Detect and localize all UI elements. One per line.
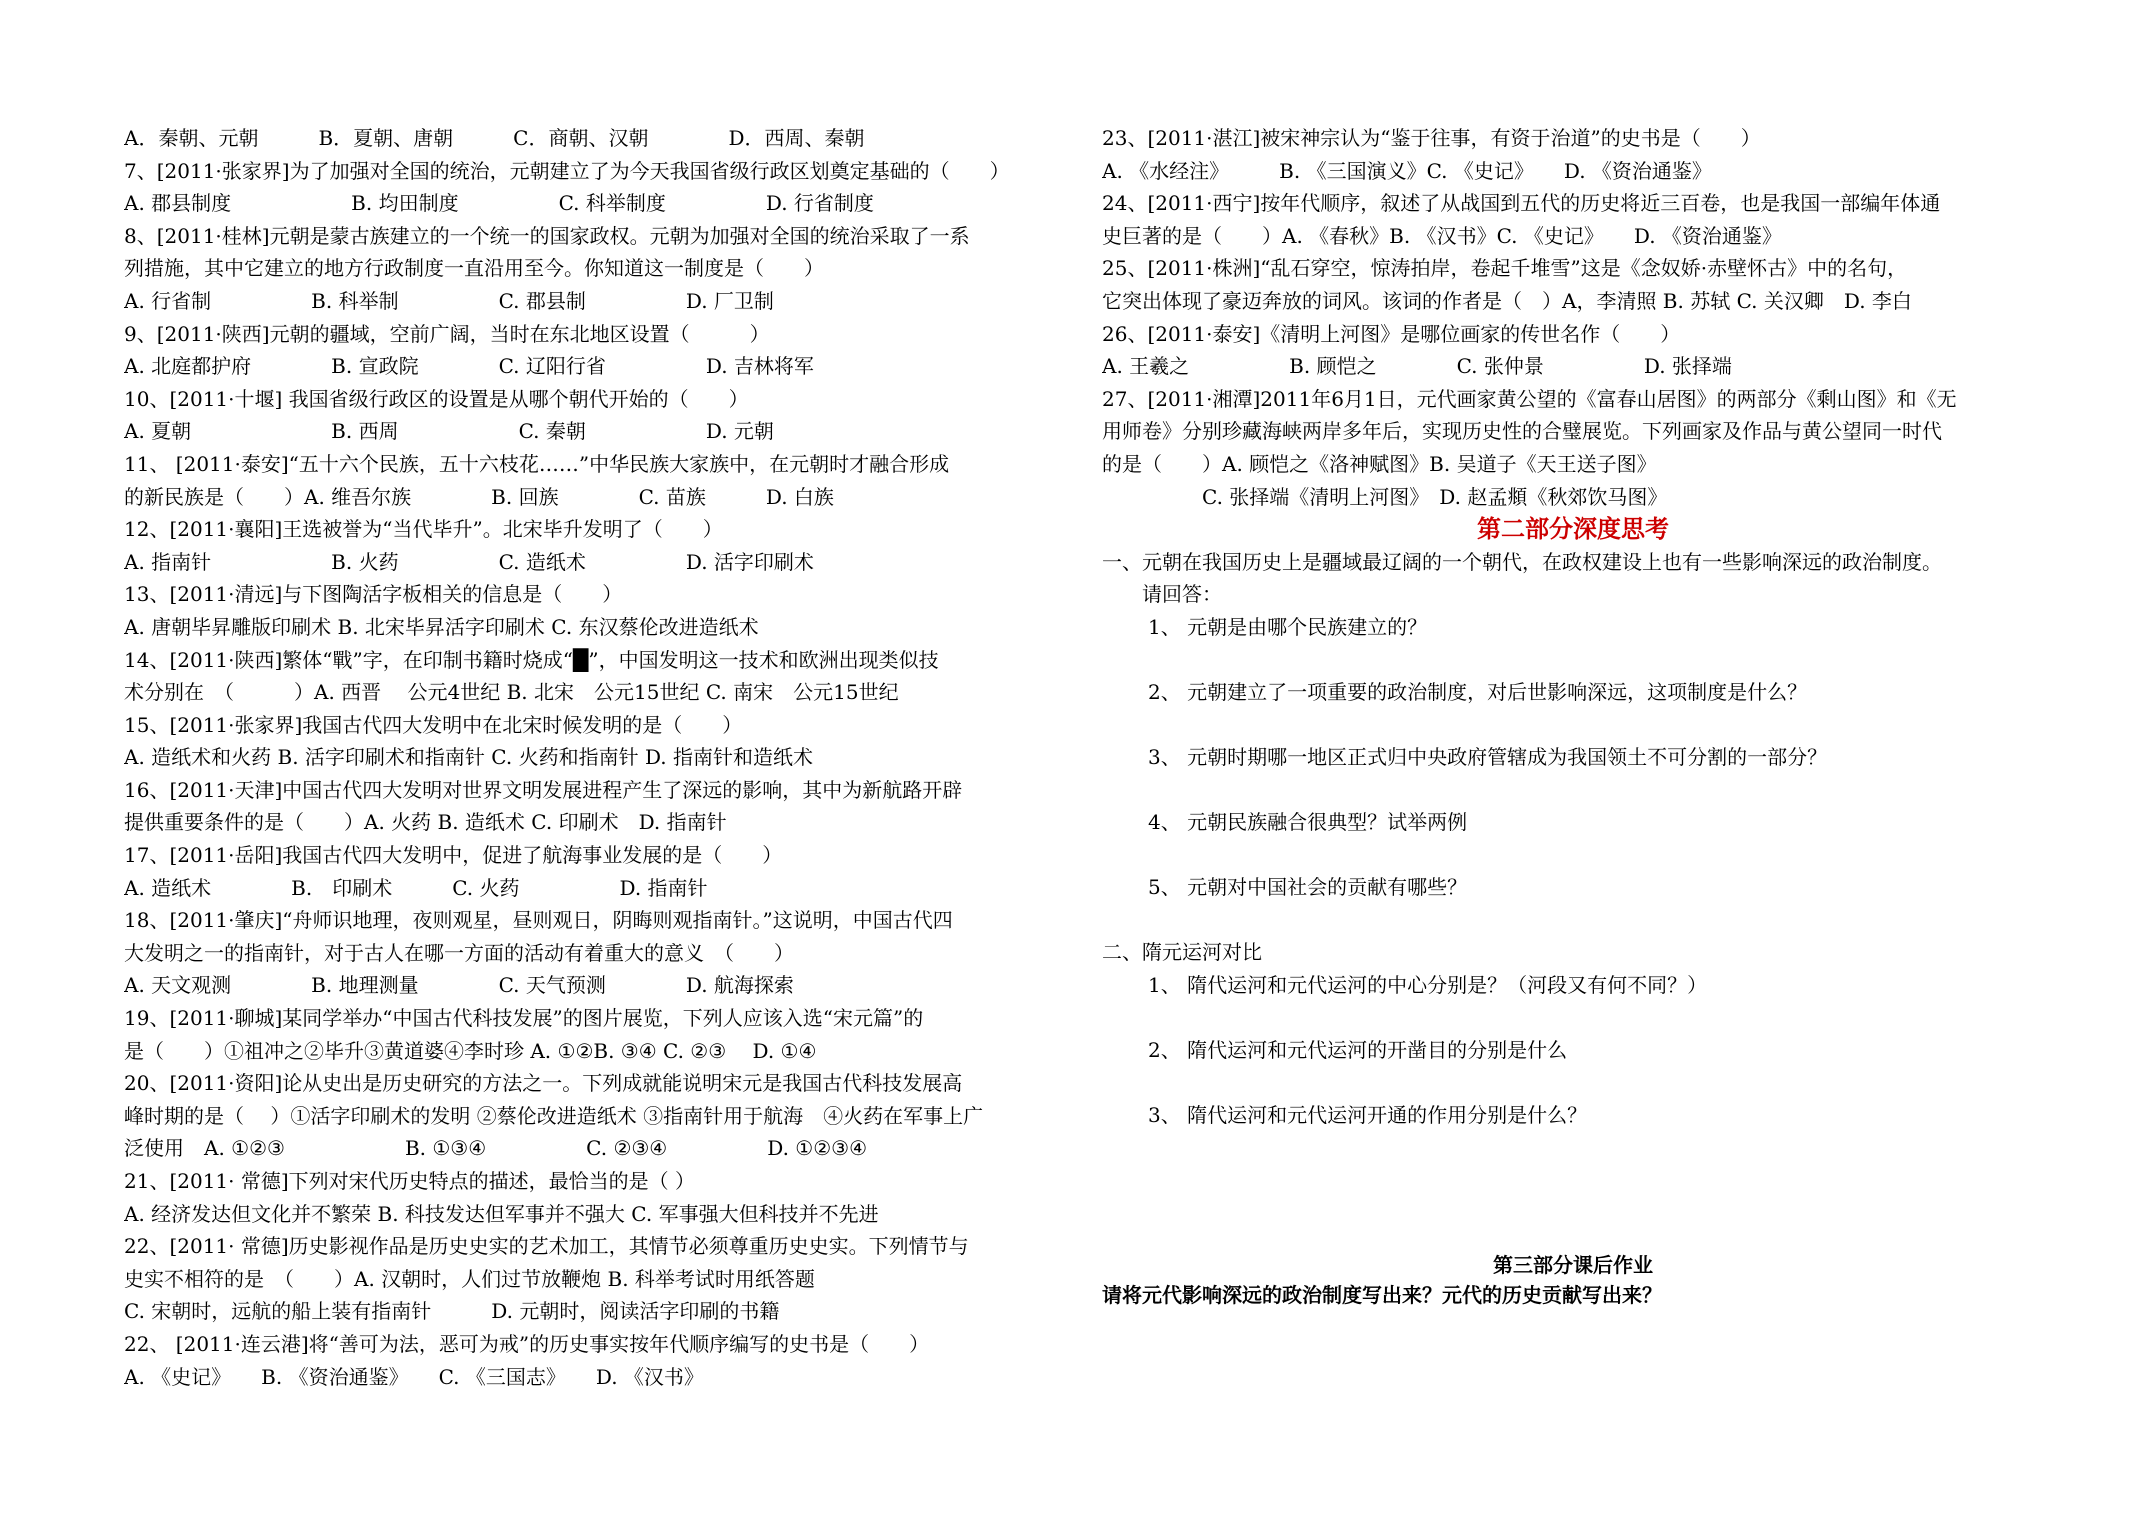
- sub-question: 2、 隋代运河和元代运河的开凿目的分别是什么: [1148, 1037, 1568, 1062]
- question-line: A. 行省制 B. 科举制 C. 郡县制 D. 厂卫制: [124, 288, 774, 313]
- sub-question: 3、 元朝时期哪一地区正式归中央政府管辖成为我国领土不可分割的一部分？: [1148, 744, 1828, 769]
- question-line: 26、[2011·泰安]《清明上河图》是哪位画家的传世名作（ ）: [1102, 321, 1681, 346]
- question-line: A. 造纸术和火药 B. 活字印刷术和指南针 C. 火药和指南针 D. 指南针和造纸术: [124, 745, 813, 770]
- question-line: 提供重要条件的是（ ）A. 火药 B. 造纸术 C. 印刷术 D. 指南针: [124, 810, 727, 835]
- right-column: [1102, 122, 2044, 1310]
- part2-q1-intro: 请回答：: [1102, 582, 1222, 607]
- question-line: 17、[2011·岳阳]我国古代四大发明中，促进了航海事业发展的是（ ）: [124, 843, 783, 868]
- question-line: 泛使用 A. ①②③ B. ①③④ C. ②③④ D. ①②③④: [124, 1136, 867, 1161]
- question-line: C. 张择端《清明上河图》 D. 赵孟頫《秋郊饮马图》: [1102, 484, 1668, 509]
- question-line: 18、[2011·肇庆]“舟师识地理，夜则观星，昼则观日，阴晦则观指南针。”这说明，中国古代四: [124, 908, 953, 933]
- question-line: 术分别在 （ ）A. 西晋 公元4世纪 B. 北宋 公元15世纪 C. 南宋 公元15世纪: [124, 680, 899, 705]
- question-line: 7、[2011·张家界]为了加强对全国的统治，元朝建立了为今天我国省级行政区划奠定基础的（ ）: [124, 158, 1010, 183]
- question-line: 25、[2011·株洲]“乱石穿空，惊涛拍岸，卷起千堆雪”这是《念奴娇·赤壁怀古》中的名句，: [1102, 256, 1908, 281]
- question-line: A．秦朝、元朝 B．夏朝、唐朝 C．商朝、汉朝 D．西周、秦朝: [124, 126, 865, 150]
- question-line: 14、[2011·陕西]繁体“戰”字，在印制书籍时烧成“█”，中国发明这一技术和欧洲出现类似技: [124, 647, 939, 672]
- sub-question: 4、 元朝民族融合很典型？试举两例: [1148, 809, 1468, 834]
- question-line: 22、 [2011·连云港]将“善可为法，恶可为戒”的历史事实按年代顺序编写的史书是（ ）: [124, 1331, 930, 1356]
- question-line: 12、[2011·襄阳]王选被誉为“当代毕升”。北宋毕升发明了（ ）: [124, 517, 723, 542]
- question-line: A. 王羲之 B. 顾恺之 C. 张仲景 D. 张择端: [1102, 354, 1732, 379]
- part3-question: 请将元代影响深远的政治制度写出来？元代的历史贡献写出来？: [1102, 1282, 1662, 1307]
- part3-title: 第三部分课后作业: [1493, 1252, 1653, 1277]
- question-line: A. 郡县制度 B. 均田制度 C. 科举制度 D. 行省制度: [124, 191, 874, 216]
- question-line: 11、 [2011·泰安]“五十六个民族，五十六枝花……”中华民族大家族中，在元朝时才融合形成: [124, 451, 950, 476]
- question-line: 史巨著的是（ ）A. 《春秋》B. 《汉书》C. 《史记》 D. 《资治通鉴》: [1102, 223, 1782, 248]
- question-line: A. 唐朝毕昇雕版印刷术 B. 北宋毕昇活字印刷术 C. 东汉蔡伦改进造纸术: [124, 614, 759, 639]
- question-line: 15、[2011·张家界]我国古代四大发明中在北宋时候发明的是（ ）: [124, 712, 743, 737]
- question-line: A. 天文观测 B. 地理测量 C. 天气预测 D. 航海探索: [124, 973, 794, 998]
- sub-question: 1、 元朝是由哪个民族建立的？: [1148, 614, 1428, 639]
- sub-question: 1、 隋代运河和元代运河的中心分别是？（河段又有何不同？）: [1148, 972, 1708, 997]
- question-line: C. 宋朝时，远航的船上装有指南针 D. 元朝时，阅读活字印刷的书籍: [124, 1299, 780, 1324]
- question-line: 的新民族是（ ）A. 维吾尔族 B. 回族 C. 苗族 D. 白族: [124, 484, 834, 509]
- question-line: 大发明之一的指南针，对于古人在哪一方面的活动有着重大的意义 （ ）: [124, 940, 794, 965]
- question-line: 峰时期的是（ ）①活字印刷术的发明 ②蔡伦改进造纸术 ③指南针用于航海 ④火药在军事上广: [124, 1103, 984, 1128]
- question-line: A. 北庭都护府 B. 宣政院 C. 辽阳行省 D. 吉林将军: [124, 354, 814, 379]
- question-line: A. 《史记》 B. 《资治通鉴》 C. 《三国志》 D. 《汉书》: [124, 1364, 704, 1389]
- question-line: 9、[2011·陕西]元朝的疆域，空前广阔，当时在东北地区设置（ ）: [124, 321, 770, 346]
- sub-question: 3、 隋代运河和元代运河开通的作用分别是什么？: [1148, 1102, 1588, 1127]
- sub-question: 2、 元朝建立了一项重要的政治制度，对后世影响深远，这项制度是什么？: [1148, 679, 1808, 704]
- question-line: 10、[2011·十堰] 我国省级行政区的设置是从哪个朝代开始的（ ）: [124, 386, 749, 411]
- question-line: A. 造纸术 B. 印刷术 C. 火药 D. 指南针: [124, 875, 708, 900]
- question-line: 是（ ）①祖冲之②毕升③黄道婆④李时珍 A. ①②B. ③④ C. ②③ D. ①④: [124, 1038, 817, 1063]
- question-line: 24、[2011·西宁]按年代顺序，叙述了从战国到五代的历史将近三百卷，也是我国一部编年体通: [1102, 191, 1941, 216]
- question-line: 列措施，其中它建立的地方行政制度一直沿用至今。你知道这一制度是（ ）: [124, 256, 824, 281]
- question-line: 的是（ ）A. 顾恺之《洛神赋图》B. 吴道子《天王送子图》: [1102, 451, 1657, 476]
- part2-q1-intro: 一、元朝在我国历史上是疆域最辽阔的一个朝代，在政权建设上也有一些影响深远的政治制度。: [1102, 549, 1942, 574]
- question-line: 22、[2011· 常德]历史影视作品是历史史实的艺术加工，其情节必须尊重历史史实。下列情节与: [124, 1234, 969, 1259]
- question-line: 21、[2011· 常德]下列对宋代历史特点的描述，最恰当的是（ ）: [124, 1169, 696, 1193]
- question-line: 史实不相符的是 （ ）A. 汉朝时，人们过节放鞭炮 B. 科举考试时用纸答题: [124, 1266, 815, 1291]
- question-line: A. 《水经注》 B. 《三国演义》C. 《史记》 D. 《资治通鉴》: [1102, 158, 1712, 183]
- question-line: 它突出体现了豪迈奔放的词风。该词的作者是（ ）A，李清照 B. 苏轼 C. 关汉卿 D. 李白: [1102, 288, 1912, 313]
- question-line: 16、[2011·天津]中国古代四大发明对世界文明发展进程产生了深远的影响，其中为新航路开辟: [124, 777, 963, 802]
- sub-question: 5、 元朝对中国社会的贡献有哪些？: [1148, 874, 1468, 899]
- question-line: A. 经济发达但文化并不繁荣 B. 科技发达但军事并不强大 C. 军事强大但科技并不先进: [124, 1201, 879, 1226]
- question-line: 19、[2011·聊城]某同学举办“中国古代科技发展”的图片展览，下列人应该入选“宋元篇”的: [124, 1006, 924, 1031]
- question-line: 8、[2011·桂林]元朝是蒙古族建立的一个统一的国家政权。元朝为加强对全国的统治采取了一系: [124, 223, 970, 248]
- part2-q2-intro: 二、隋元运河对比: [1102, 939, 1262, 964]
- left-column: [124, 122, 1066, 1393]
- question-line: A. 夏朝 B. 西周 C. 秦朝 D. 元朝: [124, 419, 774, 444]
- question-line: 27、[2011·湘潭]2011年6月1日，元代画家黄公望的《富春山居图》的两部分《剩山图》和《无: [1102, 386, 1957, 411]
- question-line: 13、[2011·清远]与下图陶活字板相关的信息是（ ）: [124, 582, 623, 607]
- question-line: 用师卷》分别珍藏海峡两岸多年后，实现历史性的合璧展览。下列画家及作品与黄公望同一时代: [1102, 419, 1942, 444]
- question-line: 23、[2011·湛江]被宋神宗认为“鉴于往事，有资于治道”的史书是（ ）: [1102, 126, 1761, 150]
- part2-title: 第二部分深度思考: [1477, 514, 1669, 544]
- question-line: A. 指南针 B. 火药 C. 造纸术 D. 活字印刷术: [124, 549, 814, 574]
- question-line: 20、[2011·资阳]论从史出是历史研究的方法之一。下列成就能说明宋元是我国古代科技发展高: [124, 1071, 963, 1096]
